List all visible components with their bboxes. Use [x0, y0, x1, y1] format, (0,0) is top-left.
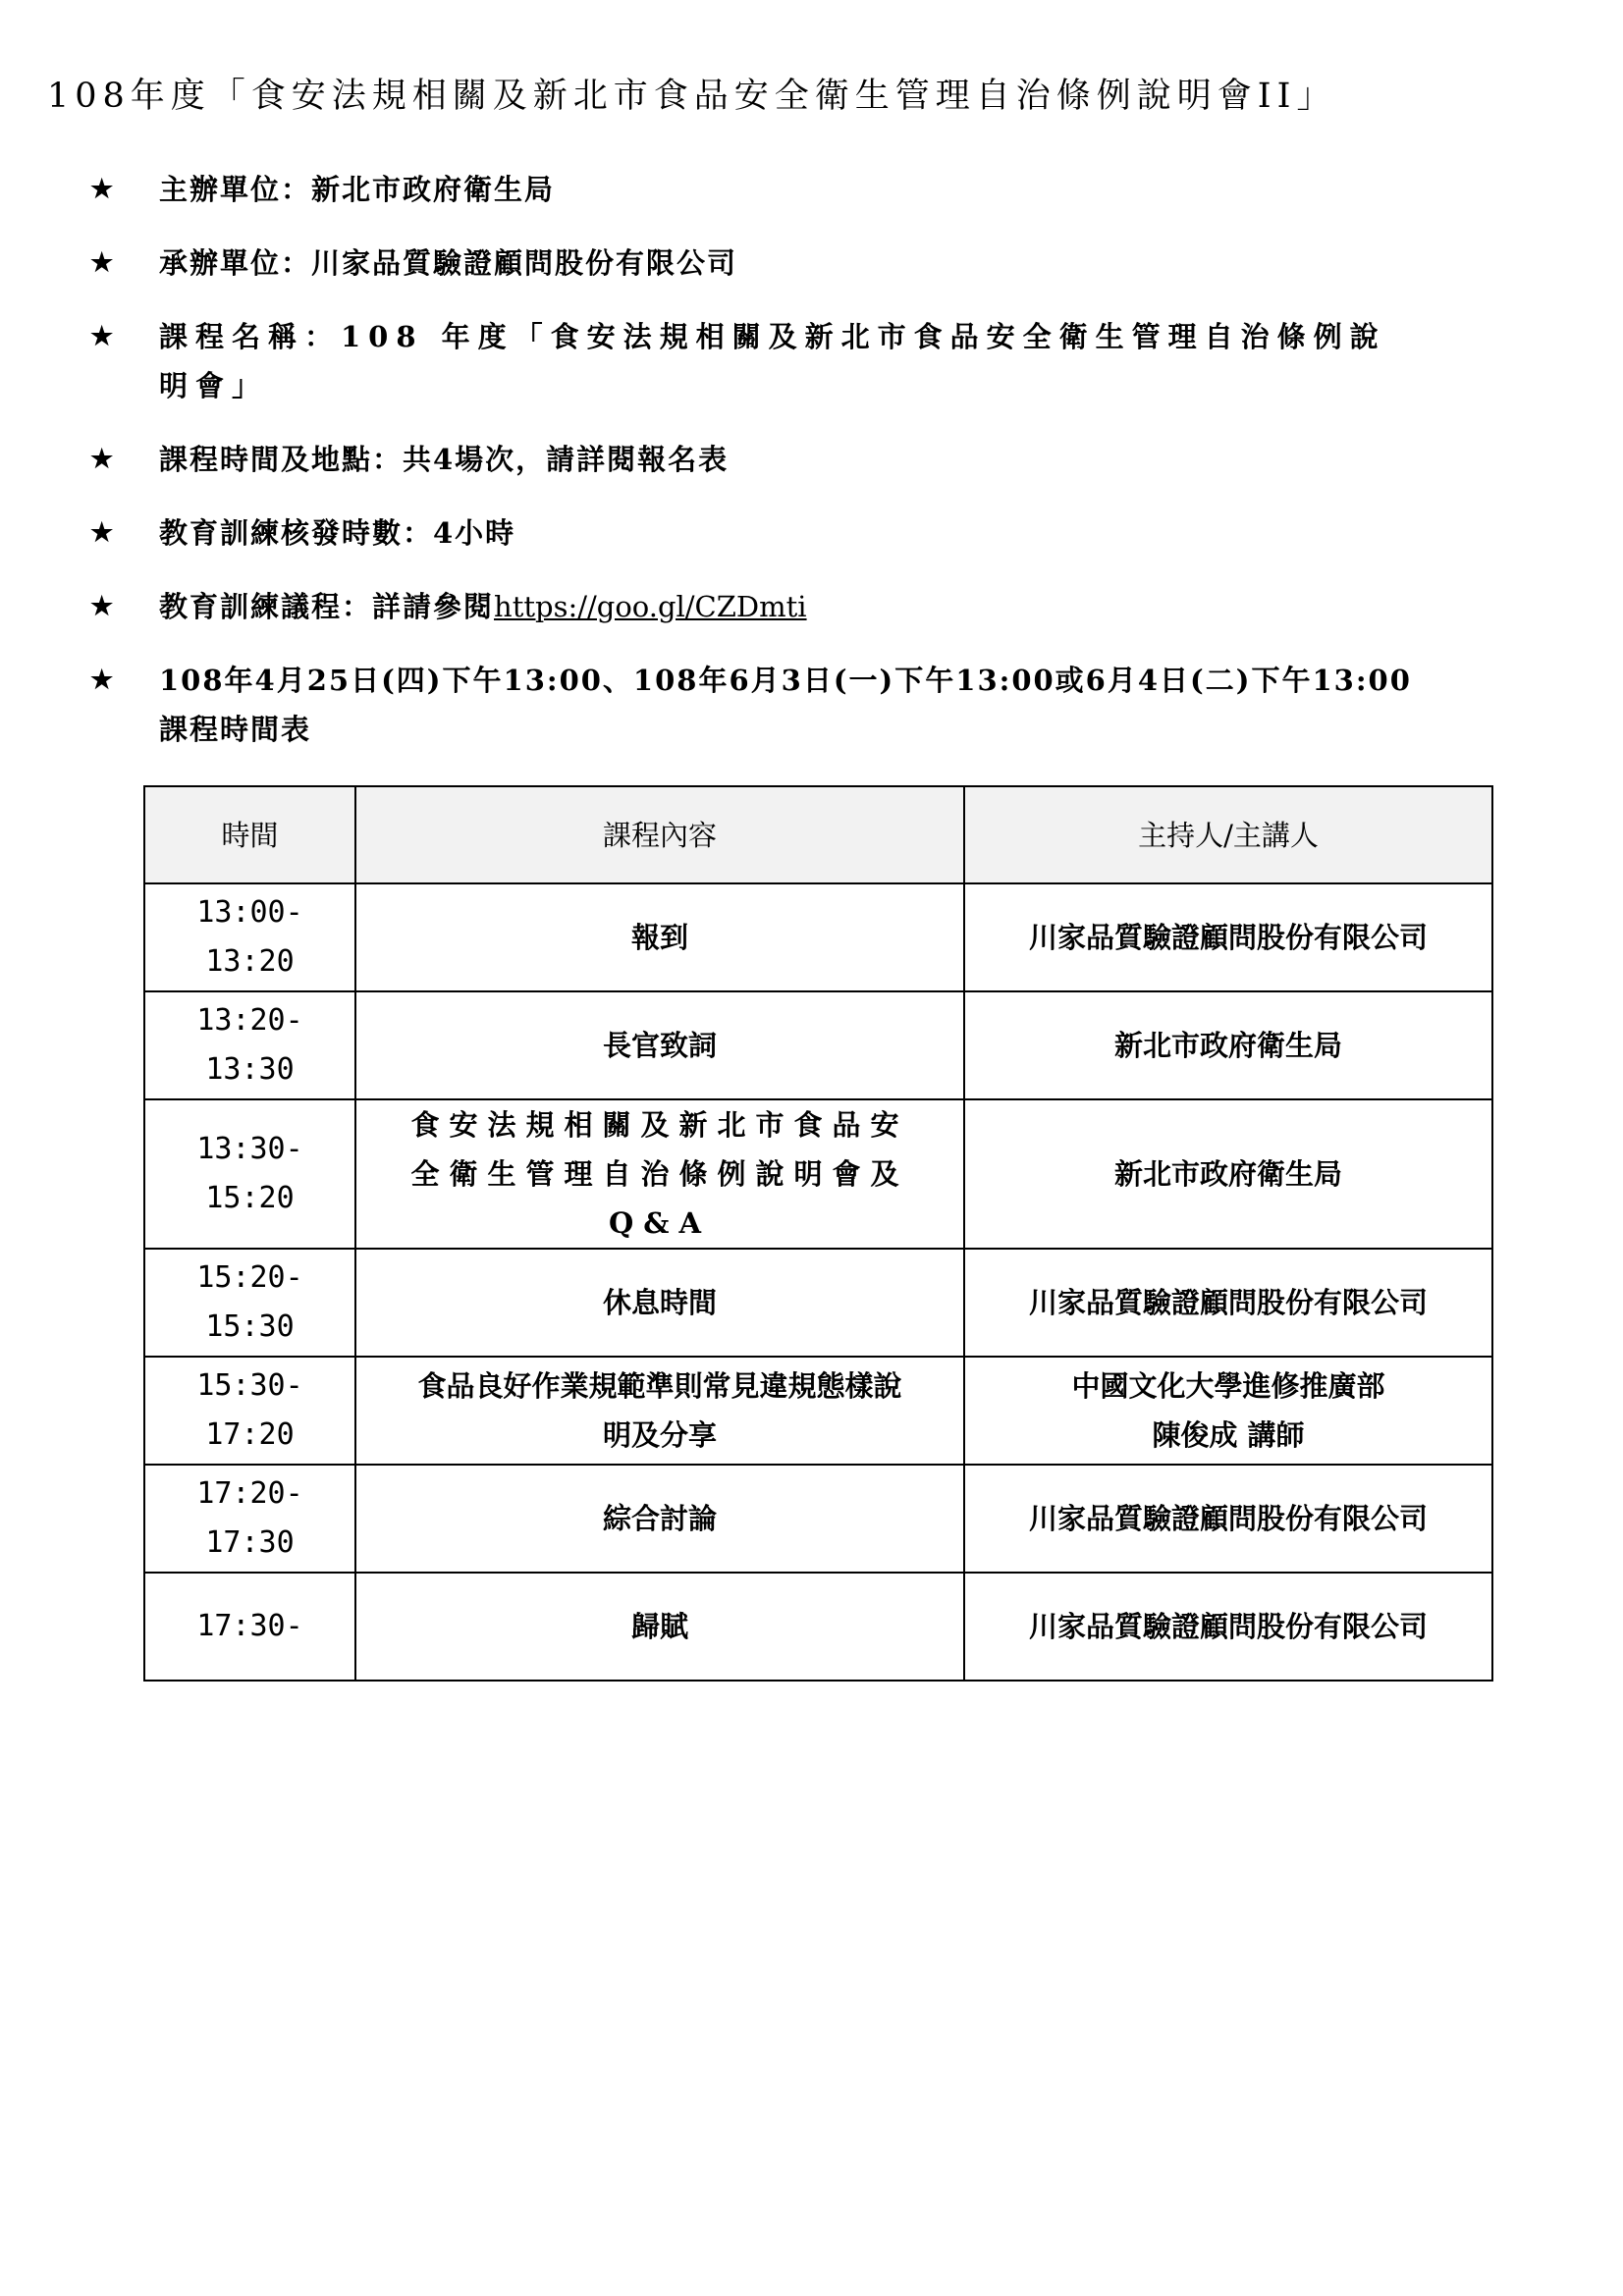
table-row	[144, 1573, 1492, 1681]
course-name-text	[159, 312, 1485, 410]
agenda-link[interactable]: https://goo.gl/CZDmti	[494, 590, 807, 623]
course-name-line1: 課程名稱：108 年度「食安法規相關及新北市食品安全衛生管理自治條例說	[159, 320, 1386, 353]
dates-text	[159, 656, 1485, 754]
cell-time: 13:00-13:20	[144, 883, 355, 991]
bullet-co-organizer	[90, 239, 1485, 288]
document-title: 108年度「食安法規相關及新北市食品安全衛生管理自治條例說明會II」	[47, 77, 1337, 116]
table-row	[144, 883, 1492, 991]
header-host: 主持人/主講人	[964, 786, 1492, 883]
cell-host: 川家品質驗證顧問股份有限公司	[964, 1573, 1492, 1681]
bullet-organizer	[90, 165, 1485, 214]
cell-time: 13:30-15:20	[144, 1099, 355, 1249]
organizer-text: 主辦單位：新北市政府衛生局	[159, 173, 556, 206]
header-time: 時間	[144, 786, 355, 883]
star-icon: ★	[90, 666, 114, 695]
cell-host: 新北市政府衛生局	[964, 1099, 1492, 1249]
cell-time: 15:20-15:30	[144, 1249, 355, 1357]
cell-content-line3: Q&A	[609, 1206, 711, 1240]
star-icon: ★	[90, 248, 114, 278]
star-icon: ★	[90, 445, 114, 474]
schedule-heading: 課程時間表	[159, 713, 312, 746]
time-place-text: 課程時間及地點：共4場次，請詳閱報名表	[159, 443, 730, 476]
cell-content: 休息時間	[355, 1249, 964, 1357]
info-list	[90, 165, 1485, 778]
cell-host: 川家品質驗證顧問股份有限公司	[964, 883, 1492, 991]
table-row	[144, 1099, 1492, 1249]
cell-time: 17:20-17:30	[144, 1465, 355, 1573]
cell-host: 川家品質驗證顧問股份有限公司	[964, 1465, 1492, 1573]
bullet-time-place	[90, 435, 1485, 484]
course-name-line2: 明會」	[159, 369, 269, 402]
cell-host	[964, 1357, 1492, 1465]
bullet-agenda	[90, 582, 1485, 631]
table-row	[144, 991, 1492, 1099]
cell-content	[355, 1357, 964, 1465]
dates-line: 108年4月25日(四)下午13:00、108年6月3日(一)下午13:00或6月4日(二)下午13:00	[159, 664, 1412, 697]
cell-time: 15:30-17:20	[144, 1357, 355, 1465]
co-organizer-text: 承辦單位：川家品質驗證顧問股份有限公司	[159, 246, 738, 280]
cell-content: 歸賦	[355, 1573, 964, 1681]
bullet-training-hours	[90, 508, 1485, 558]
cell-content-line1: 食品良好作業規範準則常見違規態樣說	[417, 1369, 902, 1403]
agenda-prefix: 教育訓練議程：詳請參閱	[159, 590, 495, 623]
star-icon: ★	[90, 592, 114, 621]
star-icon: ★	[90, 322, 114, 351]
schedule-table	[143, 785, 1493, 1682]
cell-host: 川家品質驗證顧問股份有限公司	[964, 1249, 1492, 1357]
cell-host-line1: 中國文化大學進修推廣部	[1071, 1369, 1385, 1403]
bullet-dates	[90, 656, 1485, 754]
header-content: 課程內容	[355, 786, 964, 883]
table-header-row	[144, 786, 1492, 883]
table-row	[144, 1357, 1492, 1465]
cell-content-line1: 食安法規相關及新北市食品安	[410, 1108, 909, 1142]
agenda-text	[159, 582, 1485, 631]
cell-host: 新北市政府衛生局	[964, 991, 1492, 1099]
cell-time: 13:20-13:30	[144, 991, 355, 1099]
table-row	[144, 1249, 1492, 1357]
cell-content: 長官致詞	[355, 991, 964, 1099]
star-icon: ★	[90, 518, 114, 548]
training-hours-text: 教育訓練核發時數：4小時	[159, 516, 516, 550]
table-row	[144, 1465, 1492, 1573]
cell-host-line2: 陳俊成 講師	[1152, 1418, 1305, 1452]
cell-content: 報到	[355, 883, 964, 991]
star-icon: ★	[90, 175, 114, 204]
bullet-course-name	[90, 312, 1485, 410]
cell-content: 綜合討論	[355, 1465, 964, 1573]
cell-content-line2: 明及分享	[602, 1418, 717, 1452]
cell-content	[355, 1099, 964, 1249]
cell-time: 17:30-	[144, 1573, 355, 1681]
cell-content-line2: 全衛生管理自治條例說明會及	[410, 1157, 909, 1191]
